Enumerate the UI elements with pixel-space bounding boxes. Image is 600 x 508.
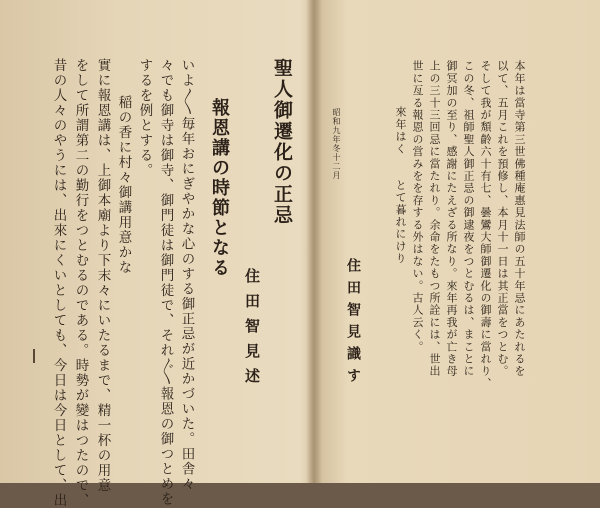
body-column-2: 々でも御寺は御寺、御門徒は御門徒で、それ〴〵報恩の御つとめを: [157, 58, 174, 507]
preface-column-6: 上の三十三回忌に當たれり。余命をたもつ所詮には、世出: [428, 60, 441, 378]
body-column-4: 稲の香に村々御講用意かな: [115, 95, 132, 275]
preface-column-3: そして我が頽齡六十有七、曇鸞大師御遷化の御壽に當れり、: [479, 60, 492, 390]
preface-column-8: 來年はく とて暮れにけり: [394, 106, 407, 265]
body-column-7: 昔の人々のやうには、出來にくいとしても、今日は今日として、出: [50, 58, 67, 508]
body-column-3: するを例とする。: [136, 58, 153, 178]
right-page: [318, 0, 600, 483]
preface-column-5: 御冥加の至り、感謝にたえざる所なり。來年再我が亡き母: [445, 60, 458, 378]
preface-author: 住田智見識す: [345, 258, 361, 390]
preface-column-2: 以て、五月これを預修し、本月十一日は其正當をつとむ。: [496, 60, 509, 378]
article-author: 住田智見述: [243, 268, 261, 393]
preface-column-4: この冬、祖師聖人御正忌の御逮夜をつとむるは、まことに: [462, 60, 475, 378]
page-edge-mark: [33, 349, 35, 363]
article-title: 聖人御遷化の正忌: [271, 58, 293, 226]
preface-column-7: 世に亙る報恩の営みをを存する外はない。古人云く。: [411, 60, 424, 353]
preface-date: 昭和九年冬十二月: [332, 108, 341, 180]
article-subtitle: 報恩講の時節となる: [209, 98, 230, 278]
body-column-6: をして所謂第二の勤行をつとむるのである。時勢が變はつたので、: [72, 58, 89, 508]
preface-column-1: 本年は當寺第三世佛種庵惠見法師の五十年忌にあたれるを: [513, 60, 526, 378]
body-column-1: いよ〳〵毎年おにぎやかな心のする御正忌が近かづいた。田舎々: [178, 58, 195, 492]
body-column-5: 實に報恩講は、上御本廟より下末々にいたるまで、精一杯の用意: [94, 58, 111, 493]
